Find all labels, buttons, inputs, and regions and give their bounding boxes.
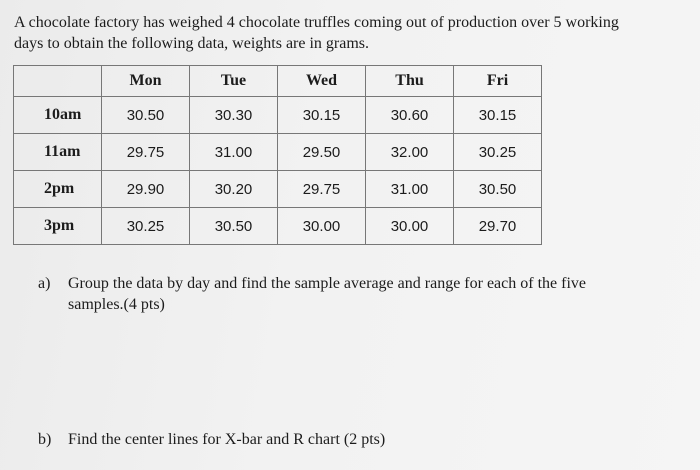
table-cell: 30.50 xyxy=(190,208,278,245)
column-header-thu: Thu xyxy=(366,66,454,97)
problem-statement xyxy=(14,12,694,54)
column-header-wed: Wed xyxy=(278,66,366,97)
row-header-11am: 11am xyxy=(14,134,102,171)
weights-table xyxy=(13,65,542,245)
table-cell: 30.30 xyxy=(190,97,278,134)
table-cell: 29.75 xyxy=(102,134,190,171)
table-cell: 29.50 xyxy=(278,134,366,171)
problem-statement-line-2: days to obtain the following data, weights are in grams. xyxy=(14,35,370,52)
table-cell: 29.75 xyxy=(278,171,366,208)
table-cell: 30.25 xyxy=(454,134,542,171)
row-header-2pm: 2pm xyxy=(14,171,102,208)
table-row xyxy=(14,134,542,171)
table-cell: 31.00 xyxy=(190,134,278,171)
table-row xyxy=(14,171,542,208)
table-cell: 30.50 xyxy=(102,97,190,134)
question-a-letter: a) xyxy=(38,275,51,292)
table-row xyxy=(14,208,542,245)
question-b-text xyxy=(68,429,668,450)
header-row xyxy=(14,66,542,97)
column-header-fri: Fri xyxy=(454,66,542,97)
question-a-line-2: samples.(4 pts) xyxy=(68,296,165,313)
table-cell: 30.00 xyxy=(366,208,454,245)
table-row xyxy=(14,97,542,134)
table-cell: 30.25 xyxy=(102,208,190,245)
table-cell: 30.50 xyxy=(454,171,542,208)
row-header-10am: 10am xyxy=(14,97,102,134)
corner-cell xyxy=(14,66,102,97)
table-cell: 29.70 xyxy=(454,208,542,245)
table-cell: 30.60 xyxy=(366,97,454,134)
table-cell: 29.90 xyxy=(102,171,190,208)
column-header-mon: Mon xyxy=(102,66,190,97)
table-cell: 31.00 xyxy=(366,171,454,208)
column-header-tue: Tue xyxy=(190,66,278,97)
table-cell: 32.00 xyxy=(366,134,454,171)
question-b-line-1: Find the center lines for X-bar and R chart (2 pts) xyxy=(68,431,386,448)
row-header-3pm: 3pm xyxy=(14,208,102,245)
table-cell: 30.15 xyxy=(454,97,542,134)
question-b-letter: b) xyxy=(38,431,52,448)
table-cell: 30.20 xyxy=(190,171,278,208)
table-cell: 30.15 xyxy=(278,97,366,134)
question-a-line-1: Group the data by day and find the sample average and range for each of the five xyxy=(68,275,586,292)
question-a-text xyxy=(68,273,668,315)
table-cell: 30.00 xyxy=(278,208,366,245)
problem-statement-line-1: A chocolate factory has weighed 4 chocolate truffles coming out of production over 5 working xyxy=(14,14,619,31)
